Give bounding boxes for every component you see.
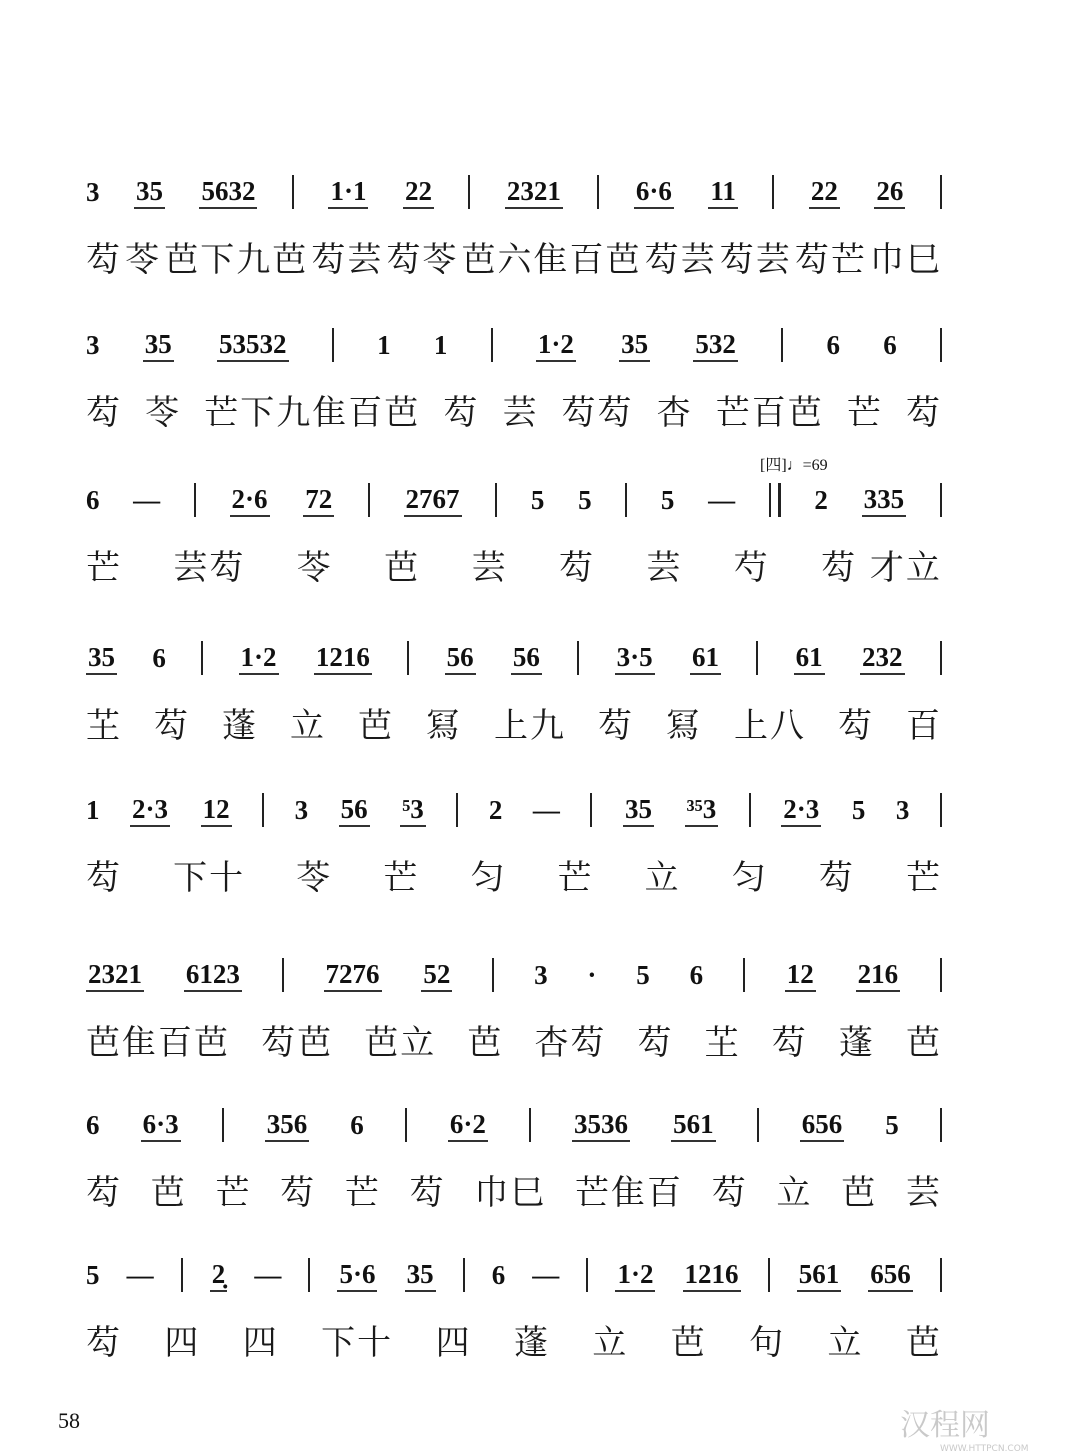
tablature-glyph: 苓 [296, 858, 333, 898]
tablature-glyph: 芶 [818, 858, 855, 898]
note-group: — [133, 484, 161, 515]
tablature-glyph: 芒百芭 [715, 393, 824, 433]
tablature-line [86, 540, 942, 589]
note-group: 3·5 [615, 642, 655, 675]
barline [772, 175, 774, 209]
tablature-glyph: 芒 [905, 858, 942, 898]
tablature-glyph: 匀 [470, 858, 507, 898]
tablature-glyph: 芶 [86, 1323, 122, 1363]
note-group: 561 [797, 1259, 842, 1292]
note-group: — [532, 1259, 560, 1290]
tablature-glyph: 芒 [383, 858, 420, 898]
tablature-glyph: 芶 [637, 1023, 674, 1063]
note-group: 216 [856, 959, 901, 992]
note-group: 1·1 [328, 176, 368, 209]
tablature-glyph: 芶芒 [794, 240, 867, 280]
tablature-glyph: 芶 [86, 393, 122, 433]
tablature-glyph: 芭 [384, 548, 421, 588]
tablature-line [86, 232, 942, 281]
note-group: 1216 [683, 1259, 741, 1292]
note-group: 1·2 [239, 642, 279, 675]
note-group: 3 [294, 794, 309, 825]
note-group: 6 [826, 329, 840, 360]
note-group: 6 [152, 642, 166, 673]
barline [405, 1108, 407, 1142]
tablature-glyph: 芭 [358, 706, 394, 746]
note-group: 6·6 [634, 176, 674, 209]
note-group: 26 [874, 176, 905, 209]
tablature-glyph: 芶 [86, 858, 122, 898]
music-system [86, 1105, 942, 1214]
tablature-line [86, 698, 942, 747]
tablature-glyph: 芭下九芭 [164, 240, 309, 280]
barline [768, 1258, 770, 1292]
barline [940, 328, 942, 362]
note-group: 12 [785, 959, 816, 992]
tablature-glyph: 芶芶 [561, 393, 634, 433]
note-group: 5 [578, 484, 592, 515]
barline [590, 793, 592, 827]
barline [940, 483, 942, 517]
note-group: 2·3 [130, 794, 170, 827]
note-group: 656 [800, 1109, 845, 1142]
note-group: 53532 [217, 329, 289, 362]
tablature-glyph: 芶 [443, 393, 480, 433]
tablature-glyph: 立 [644, 858, 681, 898]
barline [468, 175, 470, 209]
jianpu-line [86, 1105, 942, 1145]
watermark-logo [900, 1400, 1029, 1454]
tablature-glyph: 芶 [86, 1173, 122, 1213]
note-group: 35 [143, 329, 174, 362]
note-group: 2·3 [781, 794, 821, 827]
tablature-glyph: 芭 [841, 1173, 878, 1213]
note-group: 6 [883, 329, 897, 360]
barline [940, 1108, 942, 1142]
tablature-glyph: 芶 [280, 1173, 317, 1213]
music-system [86, 638, 942, 747]
jianpu-line [86, 955, 942, 995]
barline [597, 175, 599, 209]
music-system [86, 325, 942, 434]
tablature-glyph: 芭隹百芭 [86, 1023, 230, 1063]
barline [201, 641, 203, 675]
note-group: 6 [689, 959, 704, 990]
tablature-glyph: 芍 [733, 548, 770, 588]
note-group: 5 [851, 794, 866, 825]
barline [292, 175, 294, 209]
tablature-glyph: 巾巳 [474, 1173, 547, 1213]
tablature-glyph: 四 [435, 1323, 472, 1363]
tablature-glyph: 芶 [154, 706, 190, 746]
note-group: 22 [403, 176, 434, 209]
note-group: — [708, 484, 736, 515]
note-group: · [587, 959, 597, 990]
tablature-glyph: 芭立 [364, 1023, 437, 1063]
tablature-glyph: 芭 [670, 1323, 707, 1363]
tablature-glyph: 芒 [557, 858, 594, 898]
tablature-glyph: 芒 [344, 1173, 381, 1213]
tablature-glyph: 匀 [731, 858, 768, 898]
double-barline [769, 483, 781, 517]
tablature-glyph: 立 [592, 1323, 629, 1363]
barline [181, 1258, 183, 1292]
tablature-line [86, 1315, 942, 1364]
tablature-glyph: 冩 [426, 706, 462, 746]
barline [529, 1108, 531, 1142]
note-group: 56 [511, 642, 542, 675]
tablature-glyph: 苓 [296, 548, 333, 588]
note-group: 356 [265, 1109, 310, 1142]
tablature-glyph: 巾巳 [869, 240, 942, 280]
note-group: 2767 [404, 484, 462, 517]
music-system [86, 790, 942, 899]
barline [495, 483, 497, 517]
note-group: — [532, 794, 560, 825]
tablature-glyph: 芭 [467, 1023, 504, 1063]
tablature-glyph: 立 [776, 1173, 813, 1213]
tablature-glyph: 芒 [215, 1173, 252, 1213]
tempo-mark: [四]♩=69 [760, 457, 828, 474]
tablature-glyph: 杏 [656, 393, 693, 433]
tablature-glyph: 芸芶 [173, 548, 246, 588]
tablature-glyph: 芶 [771, 1023, 808, 1063]
note-group: 5 [530, 484, 545, 515]
note-group: 7276 [324, 959, 382, 992]
barline [456, 793, 458, 827]
barline [492, 958, 494, 992]
music-system [86, 480, 942, 589]
tablature-line [86, 850, 942, 899]
note-group: 6 [350, 1109, 364, 1140]
note-group: 11 [708, 176, 738, 209]
note-group: 3536 [572, 1109, 630, 1142]
tablature-glyph: 句 [749, 1323, 786, 1363]
note-group: 56 [445, 642, 476, 675]
note-group: 6 [491, 1259, 506, 1290]
tablature-glyph: 芭 [905, 1023, 942, 1063]
tablature-glyph: 芸 [471, 548, 508, 588]
jianpu-line [86, 325, 942, 365]
barline [756, 641, 758, 675]
tablature-glyph: 芶 [86, 240, 122, 280]
tablature-glyph: 芶 [558, 548, 595, 588]
tablature-glyph: 上九 [494, 706, 566, 746]
tablature-glyph: 芶 才立 [821, 548, 942, 588]
tablature-glyph: 苓 [145, 393, 182, 433]
tablature-glyph: 立 [290, 706, 326, 746]
watermark-name: 汉程网 [900, 1408, 990, 1443]
note-group: 35 [619, 329, 650, 362]
note-group: 1216 [314, 642, 372, 675]
barline [625, 483, 627, 517]
note-group: 3 [86, 176, 100, 207]
jianpu-line [86, 1255, 942, 1295]
note-group: 12 [201, 794, 232, 827]
barline [368, 483, 370, 517]
tablature-glyph: 下十 [173, 858, 246, 898]
note-group: 2321 [86, 959, 144, 992]
note-group: 1 [433, 329, 448, 360]
tablature-glyph: 芭 [905, 1323, 942, 1363]
note-group: 3 [86, 329, 100, 360]
note-group: 3 [534, 959, 548, 990]
note-group: 2321 [505, 176, 563, 209]
barline [577, 641, 579, 675]
note-group: 61 [690, 642, 721, 675]
tablature-glyph: 芸 [905, 1173, 942, 1213]
tablature-glyph: 芶苓 [386, 240, 459, 280]
jianpu-line [86, 480, 942, 520]
barline [222, 1108, 224, 1142]
tablature-glyph: 芶 [409, 1173, 446, 1213]
tablature-glyph: 芭 [150, 1173, 187, 1213]
note-group: 3 [895, 794, 910, 825]
note-group: 35 [134, 176, 165, 209]
music-system [86, 1255, 942, 1364]
barline [308, 1258, 310, 1292]
tablature-glyph: 冩 [666, 706, 702, 746]
music-system [86, 172, 942, 281]
tablature-glyph: 下十 [321, 1323, 394, 1363]
note-group: 35 [405, 1259, 436, 1292]
note-group: 656 [868, 1259, 913, 1292]
barline [262, 793, 264, 827]
tablature-glyph: 芶 [838, 706, 874, 746]
tablature-glyph: 芒 [86, 548, 122, 588]
tablature-glyph: 芶芸 [719, 240, 792, 280]
barline [463, 1258, 465, 1292]
note-group: 6·2 [448, 1109, 488, 1142]
note-group: 335 [862, 484, 907, 517]
barline [282, 958, 284, 992]
page-number: 58 [58, 1408, 80, 1433]
note-group: — [254, 1259, 282, 1290]
barline [940, 958, 942, 992]
tablature-glyph: 蓬 [838, 1023, 875, 1063]
note-group: 2̣ [210, 1259, 228, 1292]
barline [940, 641, 942, 675]
note-group: 1 [86, 794, 100, 825]
barline [743, 958, 745, 992]
note-group: 6·3 [141, 1109, 181, 1142]
note-group: 1·2 [615, 1259, 655, 1292]
tablature-glyph: 苓 [125, 240, 162, 280]
note-group: 1 [377, 329, 391, 360]
tablature-glyph: 蓬 [513, 1323, 550, 1363]
barline [407, 641, 409, 675]
tablature-glyph: 芶芸 [311, 240, 384, 280]
barline [940, 793, 942, 827]
tablature-glyph: 芏 [704, 1023, 741, 1063]
music-system [86, 955, 942, 1064]
tablature-glyph: 杏芶 [534, 1023, 607, 1063]
tablature-glyph: 蓬 [222, 706, 258, 746]
tablature-line [86, 1165, 942, 1214]
barline [194, 483, 196, 517]
tablature-line [86, 385, 942, 434]
barline [757, 1108, 759, 1142]
note-group: 52 [421, 959, 452, 992]
note-group: 5 [885, 1109, 899, 1140]
tablature-glyph: 四 [242, 1323, 279, 1363]
jianpu-line [86, 790, 942, 830]
note-group: 61 [794, 642, 825, 675]
barline [749, 793, 751, 827]
tablature-glyph: 芶芸 [644, 240, 717, 280]
tablature-glyph: 芒隹百 [575, 1173, 684, 1213]
note-group: 532 [693, 329, 738, 362]
jianpu-line [86, 172, 942, 212]
note-group: 561 [671, 1109, 716, 1142]
note-group: 232 [860, 642, 905, 675]
note-group: 35 [623, 794, 654, 827]
tablature-glyph: 芶 [711, 1173, 748, 1213]
barline [332, 328, 334, 362]
tablature-glyph: 芒下九隹百芭 [204, 393, 421, 433]
tablature-glyph: 芸 [502, 393, 539, 433]
note-group: 22 [809, 176, 840, 209]
tablature-glyph: 芶 [905, 393, 942, 433]
note-group: 2 [488, 794, 503, 825]
note-group: ⁵3 [400, 794, 426, 827]
tablature-line [86, 1015, 942, 1064]
note-group: 2·6 [230, 484, 270, 517]
tablature-glyph: 四 [164, 1323, 201, 1363]
note-group: 5·6 [337, 1259, 377, 1292]
tablature-glyph: 立 [827, 1323, 864, 1363]
note-group: 5 [636, 959, 650, 990]
tablature-glyph: 芶 [598, 706, 634, 746]
note-group: 35 [86, 642, 117, 675]
tablature-glyph: 上八 [734, 706, 806, 746]
note-group: 6 [86, 1109, 100, 1140]
note-group: 1·2 [536, 329, 576, 362]
note-group: 5 [86, 1259, 100, 1290]
note-group: 5 [660, 484, 675, 515]
note-group: — [126, 1259, 154, 1290]
tablature-glyph: 芒 [846, 393, 883, 433]
barline [586, 1258, 588, 1292]
note-group: 6 [86, 484, 100, 515]
note-group: 72 [303, 484, 334, 517]
note-group: 6123 [184, 959, 242, 992]
note-group: 2 [814, 484, 828, 515]
tablature-glyph: 芸 [646, 548, 683, 588]
barline [940, 175, 942, 209]
barline [940, 1258, 942, 1292]
barline [781, 328, 783, 362]
tablature-glyph: 芏 [86, 706, 122, 746]
note-group: 5632 [199, 176, 257, 209]
note-group: 56 [339, 794, 370, 827]
tablature-glyph: 百 [906, 706, 942, 746]
watermark-url: WWW.HTTPCN.COM [940, 1444, 1029, 1454]
jianpu-line [86, 638, 942, 678]
barline [491, 328, 493, 362]
tablature-glyph: 芭六隹百芭 [461, 240, 642, 280]
note-group: ³⁵3 [685, 794, 719, 827]
tablature-glyph: 芶芭 [261, 1023, 334, 1063]
